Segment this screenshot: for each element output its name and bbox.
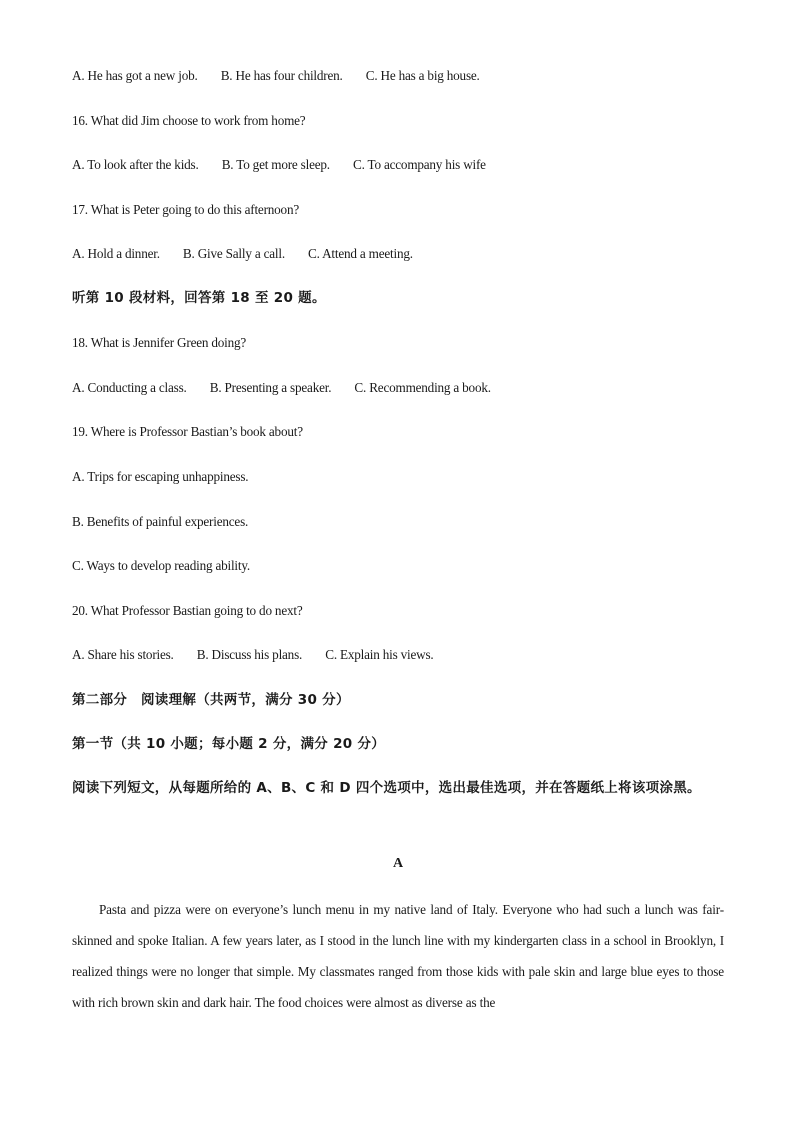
q20-option-c: C. Explain his views. [325, 647, 434, 662]
q20-option-a: A. Share his stories. [72, 647, 174, 662]
q19-option-b: B. Benefits of painful experiences. [72, 514, 249, 529]
q15-option-a: A. He has got a new job. [72, 68, 198, 83]
q19-option-a: A. Trips for escaping unhappiness. [72, 469, 249, 484]
q16-option-c: C. To accompany his wife [352, 157, 486, 172]
q17-option-a: A. Hold a dinner. [72, 246, 160, 261]
q17-option-b: B. Give Sally a call. [182, 246, 285, 261]
q20-question: 20. What Professor Bastian going to do next? [72, 603, 303, 618]
section1-heading: 第一节（共 10 小题；每小题 2 分，满分 20 分） [72, 736, 386, 752]
part2-heading: 第二部分 阅读理解（共两节，满分 30 分） [72, 692, 350, 708]
q18-options [72, 380, 491, 396]
section10-heading: 听第 10 段材料，回答第 18 至 20 题。 [72, 290, 326, 306]
q16-option-a: A. To look after the kids. [72, 157, 199, 172]
q18-option-c: C. Recommending a book. [354, 380, 491, 395]
q20-option-b: B. Discuss his plans. [196, 647, 303, 662]
q15-options [72, 68, 480, 84]
q20-options [72, 647, 433, 663]
q18-option-b: B. Presenting a speaker. [209, 380, 332, 395]
q19-question: 19. Where is Professor Bastian’s book about? [72, 424, 303, 439]
passage-title: A [393, 856, 403, 871]
q18-question: 18. What is Jennifer Green doing? [72, 335, 247, 350]
q15-option-b: B. He has four children. [220, 68, 343, 83]
q16-option-b: B. To get more sleep. [221, 157, 330, 172]
q17-option-c: C. Attend a meeting. [308, 246, 413, 261]
q16-options [72, 157, 486, 173]
passage-paragraph: Pasta and pizza were on everyone’s lunch menu in my native land of Italy. Everyone who had such a lunch was fair-skinned and spoke Italian. A few years later, as I stood in the lunch line with my kindergarten class in a school in Brooklyn, I realized things were no longer that simple. My classmates ranged from those kids with pale skin and large blue eyes to those with rich brown skin and dark hair. The food choices were almost as diverse as the [72, 902, 724, 1010]
reading-directions: 阅读下列短文，从每题所给的 A、B、C 和 D 四个选项中，选出最佳选项，并在答题纸上将该项涂黑。 [72, 780, 701, 796]
q19-option-c: C. Ways to develop reading ability. [72, 558, 250, 573]
q15-option-c: C. He has a big house. [365, 68, 480, 83]
q18-option-a: A. Conducting a class. [72, 380, 187, 395]
q17-options [72, 246, 413, 262]
q16-question: 16. What did Jim choose to work from home? [72, 113, 306, 128]
q17-question: 17. What is Peter going to do this afternoon? [72, 202, 299, 217]
